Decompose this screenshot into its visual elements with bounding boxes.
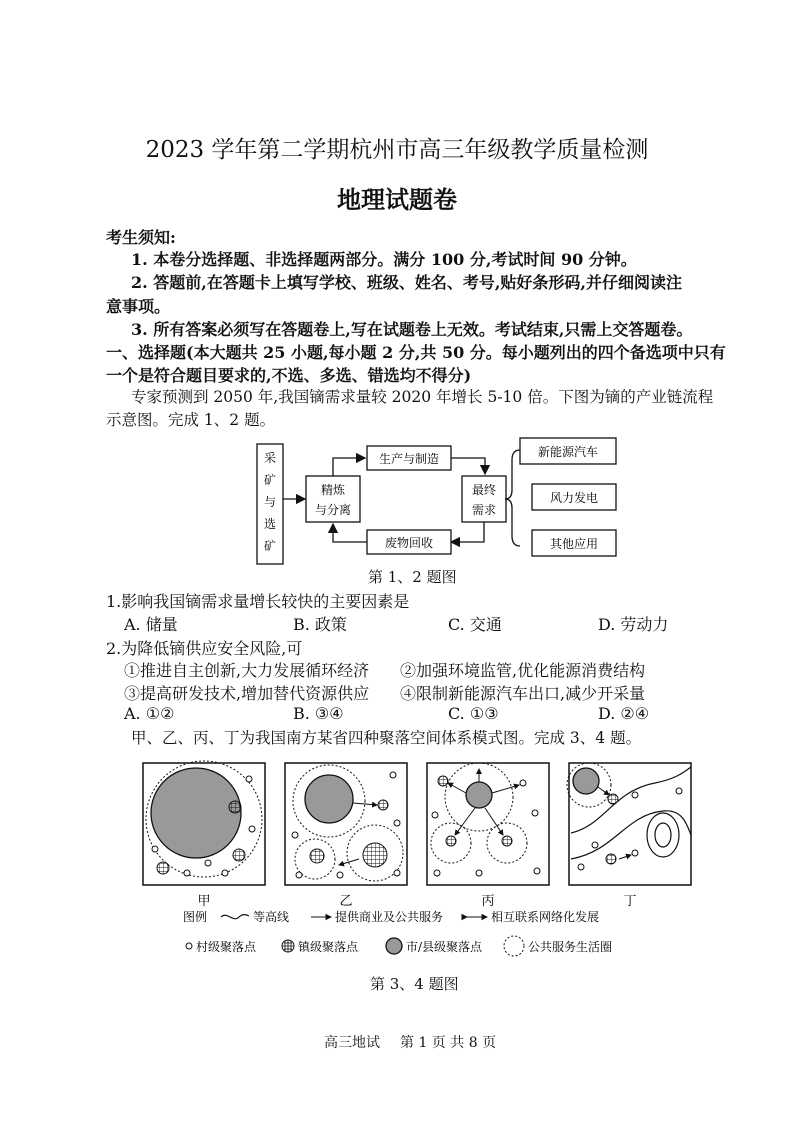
mining-char-2: 矿 bbox=[263, 473, 277, 487]
legend-circle: 公共服务生活圈 bbox=[528, 940, 613, 954]
legend-title: 图例 bbox=[183, 910, 208, 924]
q2-statement-4: ④限制新能源汽车出口,减少开采量 bbox=[400, 684, 646, 703]
legend-city: 市/县级聚落点 bbox=[406, 940, 483, 954]
footer-page: 第 1 页 共 8 页 bbox=[400, 1035, 497, 1051]
q2-statement-2: ②加强环境监管,优化能源消费结构 bbox=[400, 661, 646, 680]
legend-service: 提供商业及公共服务 bbox=[335, 910, 444, 924]
intro34: 甲、乙、丙、丁为我国南方某省四种聚落空间体系模式图。完成 3、4 题。 bbox=[131, 729, 642, 747]
q1-option-a: A. 储量 bbox=[124, 615, 178, 634]
section1-line2: 一个是符合题目要求的,不选、多选、错选均不得分) bbox=[106, 366, 472, 385]
intro12-line1: 专家预测到 2050 年,我国镝需求量较 2020 年增长 5-10 倍。下图为镝的产业链流程 bbox=[131, 388, 714, 406]
mining-char-1: 采 bbox=[263, 451, 277, 465]
notice-item-1: 1. 本卷分选择题、非选择题两部分。满分 100 分,考试时间 90 分钟。 bbox=[131, 250, 637, 269]
settlement-patterns-figure bbox=[135, 755, 695, 935]
final-label-2: 需求 bbox=[471, 503, 497, 517]
notice-item-2: 2. 答题前,在答题卡上填写学校、班级、姓名、考号,贴好条形码,并仔细阅读注 bbox=[131, 273, 682, 292]
legend-village: 村级聚落点 bbox=[196, 940, 257, 954]
notice-item-2-cont: 意事项。 bbox=[106, 297, 171, 316]
notice-heading: 考生须知: bbox=[106, 228, 176, 247]
production-label: 生产与制造 bbox=[378, 452, 440, 466]
exam-title: 2023 学年第二学期杭州市高三年级教学质量检测 bbox=[145, 137, 649, 163]
section1-line1: 一、选择题(本大题共 25 小题,每小题 2 分,共 50 分。每小题列出的四个备选项中只有 bbox=[106, 343, 726, 362]
use-label-wind: 风力发电 bbox=[549, 491, 599, 505]
final-label-1: 最终 bbox=[471, 483, 497, 497]
use-label-other: 其他应用 bbox=[549, 537, 599, 551]
city-settlement bbox=[151, 768, 241, 858]
legend-row-2 bbox=[180, 934, 660, 958]
q2-statement-3: ③提高研发技术,增加替代资源供应 bbox=[124, 684, 370, 703]
label-ding: 丁 bbox=[623, 894, 637, 909]
q1-option-d: D. 劳动力 bbox=[598, 615, 669, 634]
town-settlement bbox=[157, 862, 169, 874]
town-settlement bbox=[233, 849, 245, 861]
q2-option-a: A. ①② bbox=[124, 704, 175, 723]
q2-option-d: D. ②④ bbox=[598, 704, 650, 723]
pattern-jia bbox=[143, 761, 265, 885]
town-settlement bbox=[229, 801, 241, 813]
q2-statement-1: ①推进自主创新,大力发展循环经济 bbox=[124, 661, 370, 680]
label-yi: 乙 bbox=[339, 894, 353, 909]
contour-icon bbox=[221, 915, 249, 919]
q1-option-b: B. 政策 bbox=[293, 615, 347, 634]
figure-caption-34: 第 3、4 题图 bbox=[370, 975, 459, 993]
pattern-yi bbox=[285, 763, 407, 885]
legend-network: 相互联系网络化发展 bbox=[491, 910, 600, 924]
village-icon bbox=[186, 943, 192, 949]
pattern-bing bbox=[427, 763, 549, 885]
q1-option-c: C. 交通 bbox=[448, 615, 502, 634]
figure-caption-12: 第 1、2 题图 bbox=[368, 568, 457, 586]
use-label-ev: 新能源汽车 bbox=[537, 445, 599, 459]
city-icon bbox=[386, 938, 402, 954]
q2-option-c: C. ①③ bbox=[448, 704, 499, 723]
footer-left: 高三地试 bbox=[324, 1035, 380, 1051]
industry-chain-diagram bbox=[250, 436, 630, 566]
mining-char-3: 与 bbox=[263, 495, 277, 509]
refine-label-2: 与分离 bbox=[314, 503, 352, 517]
refine-label-1: 精炼 bbox=[320, 483, 346, 497]
legend-contour: 等高线 bbox=[253, 910, 290, 924]
label-jia: 甲 bbox=[197, 894, 211, 909]
service-circle-icon bbox=[504, 936, 524, 956]
legend-town: 镇级聚落点 bbox=[298, 940, 359, 954]
intro12-line2: 示意图。完成 1、2 题。 bbox=[106, 411, 276, 429]
paper-subtitle: 地理试题卷 bbox=[337, 185, 457, 214]
recycle-label: 废物回收 bbox=[384, 536, 434, 550]
mining-char-4: 选 bbox=[263, 517, 277, 531]
mining-char-5: 矿 bbox=[263, 539, 277, 553]
label-bing: 丙 bbox=[481, 894, 495, 909]
q2-option-b: B. ③④ bbox=[293, 704, 344, 723]
pattern-ding bbox=[567, 763, 691, 885]
q1-stem: 1.影响我国镝需求量增长较快的主要因素是 bbox=[106, 592, 410, 611]
notice-item-3: 3. 所有答案必须写在答题卷上,写在试题卷上无效。考试结束,只需上交答题卷。 bbox=[131, 320, 693, 339]
q2-stem: 2.为降低镝供应安全风险,可 bbox=[106, 639, 303, 658]
